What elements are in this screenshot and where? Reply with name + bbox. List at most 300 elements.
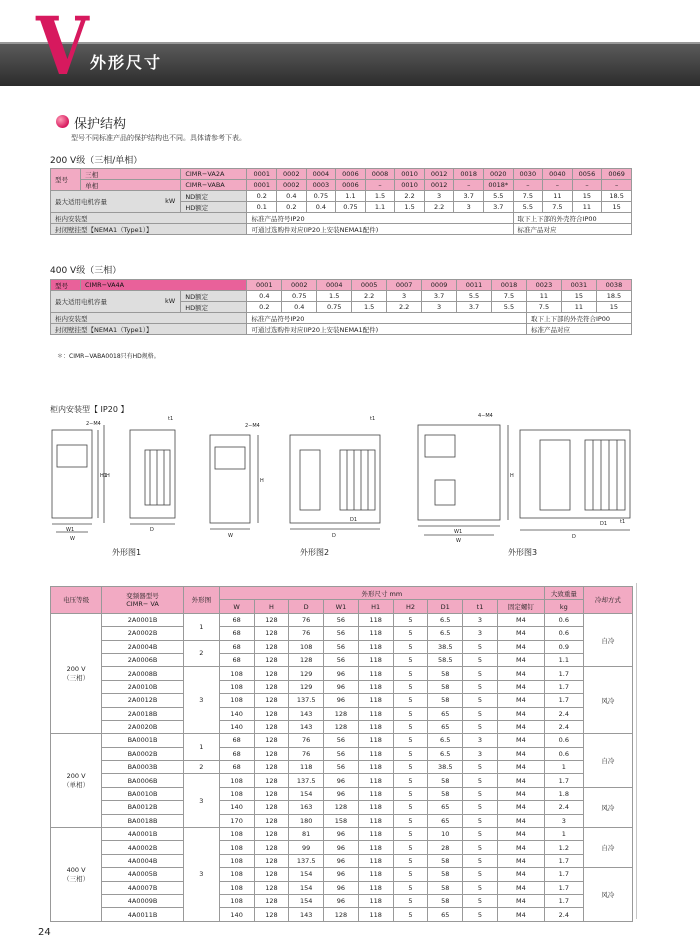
value-cell: 128	[254, 908, 289, 921]
value-cell: 128	[254, 814, 289, 827]
value-cell: 56	[324, 640, 359, 653]
page-title: 外形尺寸	[90, 53, 163, 72]
voltage-group: 400 V （三相）	[51, 828, 102, 922]
value-cell: 58	[428, 881, 463, 894]
value-cell: 118	[358, 787, 393, 800]
value-cell: 0.6	[544, 627, 583, 640]
value-cell: 108	[219, 774, 254, 787]
fig3-w-label: W	[456, 538, 461, 544]
value-cell: 118	[358, 640, 393, 653]
table-row	[51, 224, 632, 235]
value-cell: 128	[254, 627, 289, 640]
value-cell: 128	[254, 720, 289, 733]
value-cell: 5	[463, 653, 498, 666]
column-header: D1	[428, 600, 463, 613]
value-cell: 1.7	[544, 894, 583, 907]
table-row	[51, 747, 633, 760]
model-cell: BA0012B	[102, 801, 184, 814]
value-cell: 118	[289, 761, 324, 774]
bullet-icon	[56, 115, 69, 128]
value-cell: 128	[254, 787, 289, 800]
value-cell: 128	[254, 868, 289, 881]
value-cell: 140	[219, 908, 254, 921]
value-cell: 128	[254, 694, 289, 707]
fig1-h1-label: H1	[100, 473, 107, 479]
value-cell: 5	[393, 720, 428, 733]
enclosure-a: 可通过选购件对应(IP20上安装NEMA1配件)	[247, 324, 527, 335]
value-cell: 128	[254, 801, 289, 814]
value-cell: 68	[219, 627, 254, 640]
fig2-d-label: D	[332, 533, 336, 539]
figure-cell: 1	[183, 613, 219, 640]
value-cell: 81	[289, 828, 324, 841]
model-single: CIMR−VABA	[181, 180, 247, 191]
nd-label: ND额定	[181, 191, 247, 202]
model-cell: 2A0012B	[102, 694, 184, 707]
model-cell: 2A0010B	[102, 680, 184, 693]
nd-value: 3.7	[454, 191, 484, 202]
hd-value: 0.2	[247, 302, 282, 313]
model-cell: 2A0002B	[102, 627, 184, 640]
value-cell: 2.4	[544, 707, 583, 720]
model-cell: 2A0008B	[102, 667, 184, 680]
model-code: 0005	[352, 280, 387, 291]
fig3-front-view	[418, 425, 500, 520]
table-row	[51, 894, 633, 907]
value-cell: 108	[219, 680, 254, 693]
value-cell: 5	[463, 774, 498, 787]
value-cell: 5	[393, 814, 428, 827]
fig2-m-label: 2−M4	[245, 423, 260, 429]
fig3-side-view	[520, 430, 630, 518]
value-cell: 128	[324, 707, 359, 720]
value-cell: 96	[324, 881, 359, 894]
value-cell: M4	[497, 787, 544, 800]
value-cell: 118	[358, 747, 393, 760]
value-cell: 108	[219, 667, 254, 680]
value-cell: 5	[393, 801, 428, 814]
table-row	[51, 627, 633, 640]
header-weight: 大致重量	[544, 587, 583, 600]
value-cell: 3	[463, 747, 498, 760]
value-cell: 5	[463, 680, 498, 693]
fig3-m-label: 4−M4	[478, 413, 493, 419]
model-cell: BA0003B	[102, 761, 184, 774]
value-cell: 76	[289, 627, 324, 640]
value-cell: 163	[289, 801, 324, 814]
value-cell: 143	[289, 720, 324, 733]
value-cell: 140	[219, 801, 254, 814]
value-cell: 5	[393, 627, 428, 640]
table-200v-protection	[50, 168, 632, 235]
value-cell: M4	[497, 747, 544, 760]
fig1-d-label: D	[150, 527, 154, 533]
value-cell: 76	[289, 747, 324, 760]
value-cell: 5	[393, 653, 428, 666]
value-cell: 96	[324, 841, 359, 854]
hd-value: 0.4	[306, 202, 336, 213]
value-cell: 56	[324, 734, 359, 747]
cooling-cell: 自冷	[583, 734, 632, 788]
model-code: –	[572, 180, 602, 191]
value-cell: 128	[254, 841, 289, 854]
value-cell: 1.1	[544, 653, 583, 666]
hd-value: 11	[572, 202, 602, 213]
divider	[636, 583, 637, 919]
cabinet-b: 取下上下部的外壳符合IP00	[526, 313, 631, 324]
figure-cell: 2	[183, 761, 219, 774]
voltage-group: 200 V （三相）	[51, 613, 102, 734]
model-code: 0031	[561, 280, 596, 291]
model-code: 0011	[457, 280, 492, 291]
value-cell: 96	[324, 774, 359, 787]
value-cell: M4	[497, 908, 544, 921]
value-cell: 5	[393, 613, 428, 626]
value-cell: 118	[358, 627, 393, 640]
table-row	[51, 787, 633, 800]
nd-value: 0.75	[306, 191, 336, 202]
value-cell: 140	[219, 707, 254, 720]
value-cell: 1.7	[544, 680, 583, 693]
value-cell: 5	[463, 814, 498, 827]
value-cell: 0.6	[544, 734, 583, 747]
value-cell: 5	[393, 707, 428, 720]
fig2-w-label: W	[228, 533, 233, 539]
value-cell: 68	[219, 761, 254, 774]
model-code: 0009	[422, 280, 457, 291]
fig1-caption: 外形图1	[112, 548, 142, 557]
value-cell: 118	[358, 908, 393, 921]
hd-value: 0.1	[247, 202, 277, 213]
model-cell: BA0006B	[102, 774, 184, 787]
table-row	[51, 324, 632, 335]
table-row	[51, 667, 633, 680]
value-cell: 5	[463, 694, 498, 707]
value-cell: 143	[289, 908, 324, 921]
table-row	[51, 828, 633, 841]
column-header: 固定螺钉	[497, 600, 544, 613]
table-200v-caption: 200 V级（三相/单相）	[50, 156, 143, 166]
nd-value: 5.5	[457, 291, 492, 302]
value-cell: 170	[219, 814, 254, 827]
model-code: –	[365, 180, 395, 191]
value-cell: 118	[358, 868, 393, 881]
model-three: CIMR−VA2A	[181, 169, 247, 180]
value-cell: 5	[463, 761, 498, 774]
table-row	[51, 814, 633, 827]
nd-value: 0.4	[277, 191, 307, 202]
enclosure-a: 可通过选购件对应(IP20上安装NEMA1配件)	[247, 224, 513, 235]
nd-value: 5.5	[483, 191, 513, 202]
value-cell: 5	[393, 747, 428, 760]
value-cell: 6.5	[428, 613, 463, 626]
table-row	[51, 774, 633, 787]
table-row	[51, 854, 633, 867]
value-cell: 108	[219, 894, 254, 907]
table-400v-protection	[50, 279, 632, 335]
fig3-t1-label: t1	[620, 519, 626, 525]
value-cell: M4	[497, 640, 544, 653]
model-cell: BA0010B	[102, 787, 184, 800]
value-cell: M4	[497, 801, 544, 814]
table-row	[51, 169, 632, 180]
value-cell: 154	[289, 894, 324, 907]
model-cell: 4A0011B	[102, 908, 184, 921]
value-cell: M4	[497, 774, 544, 787]
value-cell: 65	[428, 908, 463, 921]
nd-label: ND额定	[181, 291, 247, 302]
value-cell: 6.5	[428, 627, 463, 640]
table-row	[51, 587, 633, 600]
nd-value: 2.2	[352, 291, 387, 302]
value-cell: 5	[393, 667, 428, 680]
table-row	[51, 291, 632, 302]
column-header: H2	[393, 600, 428, 613]
value-cell: 96	[324, 680, 359, 693]
value-cell: M4	[497, 868, 544, 881]
value-cell: 58.5	[428, 653, 463, 666]
table-row	[51, 640, 633, 653]
table-row	[51, 313, 632, 324]
table-row	[51, 191, 632, 202]
value-cell: 118	[358, 814, 393, 827]
column-header: H	[254, 600, 289, 613]
nd-value: 0.4	[247, 291, 282, 302]
value-cell: 1.8	[544, 787, 583, 800]
value-cell: 0.6	[544, 613, 583, 626]
footnote: ＊：CIMR−VABA0018只有HD规格。	[57, 353, 160, 360]
nd-value: 1.5	[365, 191, 395, 202]
header-model	[102, 587, 184, 614]
value-cell: 137.5	[289, 854, 324, 867]
table-row	[51, 734, 633, 747]
fig3-h-label: H	[510, 473, 514, 479]
value-cell: 140	[219, 720, 254, 733]
value-cell: 128	[254, 894, 289, 907]
hd-value: 15	[596, 302, 631, 313]
value-cell: 3	[544, 814, 583, 827]
cooling-cell: 风冷	[583, 787, 632, 827]
row-label-model: 型号	[51, 280, 81, 291]
figure-cell: 3	[183, 828, 219, 922]
motor-label	[51, 291, 181, 313]
table-row	[51, 213, 632, 224]
model-code: 0056	[572, 169, 602, 180]
value-cell: 58	[428, 787, 463, 800]
hd-value: 3.7	[483, 202, 513, 213]
model-cell: 2A0006B	[102, 653, 184, 666]
nd-value: 1.1	[336, 191, 366, 202]
cooling-cell: 风冷	[583, 868, 632, 922]
value-cell: 118	[358, 894, 393, 907]
column-header: t1	[463, 600, 498, 613]
model-code: 0038	[596, 280, 631, 291]
model-cell: 4A0004B	[102, 854, 184, 867]
value-cell: 154	[289, 881, 324, 894]
model-code: –	[454, 180, 484, 191]
value-cell: 5	[393, 680, 428, 693]
hd-value: 11	[561, 302, 596, 313]
value-cell: 128	[254, 761, 289, 774]
value-cell: 58	[428, 894, 463, 907]
value-cell: 118	[358, 680, 393, 693]
value-cell: 96	[324, 694, 359, 707]
motor-label	[51, 191, 181, 213]
fig1-t1-label: t1	[168, 416, 174, 422]
value-cell: 5	[393, 640, 428, 653]
value-cell: 1	[544, 761, 583, 774]
value-cell: 5	[393, 841, 428, 854]
value-cell: 68	[219, 613, 254, 626]
table-row	[51, 680, 633, 693]
model-code: 0018*	[483, 180, 513, 191]
table-400v-caption: 400 V级（三相）	[50, 266, 122, 276]
model-code: 0002	[277, 180, 307, 191]
nd-value: 15	[572, 191, 602, 202]
fig3-caption: 外形图3	[508, 548, 538, 557]
model-code: 0006	[336, 169, 366, 180]
value-cell: 6.5	[428, 734, 463, 747]
value-cell: M4	[497, 627, 544, 640]
model-code: 0008	[365, 169, 395, 180]
value-cell: 3	[463, 734, 498, 747]
value-cell: 158	[324, 814, 359, 827]
value-cell: 128	[324, 908, 359, 921]
value-cell: 118	[358, 828, 393, 841]
value-cell: 154	[289, 787, 324, 800]
value-cell: 108	[219, 841, 254, 854]
nd-value: 1.5	[317, 291, 352, 302]
model-code: 0001	[247, 180, 277, 191]
value-cell: 1.7	[544, 881, 583, 894]
value-cell: 96	[324, 854, 359, 867]
nd-value: 7.5	[513, 191, 543, 202]
column-header: H1	[358, 600, 393, 613]
value-cell: 58	[428, 680, 463, 693]
value-cell: 118	[358, 707, 393, 720]
hd-label: HD额定	[181, 302, 247, 313]
value-cell: 5	[393, 894, 428, 907]
value-cell: M4	[497, 653, 544, 666]
value-cell: 128	[254, 707, 289, 720]
fig1-w-label: W	[70, 536, 75, 542]
figure-cell: 3	[183, 667, 219, 734]
fig2-d1-label: D1	[350, 517, 358, 523]
table-row	[51, 720, 633, 733]
value-cell: 180	[289, 814, 324, 827]
value-cell: 5	[393, 694, 428, 707]
value-cell: 128	[324, 720, 359, 733]
value-cell: M4	[497, 841, 544, 854]
table-row	[51, 801, 633, 814]
model-cell: 2A0020B	[102, 720, 184, 733]
cooling-cell: 风冷	[583, 667, 632, 734]
value-cell: M4	[497, 854, 544, 867]
value-cell: 118	[358, 774, 393, 787]
value-cell: 1.7	[544, 667, 583, 680]
row-label-model: 型号	[51, 169, 81, 191]
model-code: 0023	[526, 280, 561, 291]
value-cell: 128	[254, 734, 289, 747]
value-cell: 65	[428, 814, 463, 827]
fig2-h-label: H	[260, 478, 264, 484]
value-cell: M4	[497, 680, 544, 693]
model-code: 0002	[277, 169, 307, 180]
table-row	[51, 881, 633, 894]
chapter-letter: V	[36, 0, 89, 93]
model-cell: 2A0018B	[102, 707, 184, 720]
model-code: 0010	[395, 169, 425, 180]
enclosure-b: 标准产品对应	[526, 324, 631, 335]
cooling-cell: 自冷	[583, 613, 632, 667]
value-cell: 5	[463, 640, 498, 653]
nd-value: 18.5	[596, 291, 631, 302]
nd-value: 18.5	[602, 191, 632, 202]
fig2-t1-label: t1	[370, 416, 376, 422]
model-code: 0006	[336, 180, 366, 191]
hd-value: 0.4	[282, 302, 317, 313]
value-cell: 58	[428, 774, 463, 787]
value-cell: 154	[289, 868, 324, 881]
value-cell: 5	[393, 828, 428, 841]
value-cell: M4	[497, 761, 544, 774]
value-cell: 3	[463, 627, 498, 640]
figure-cell: 1	[183, 734, 219, 761]
value-cell: 58	[428, 854, 463, 867]
model-code: 0018	[492, 280, 527, 291]
value-cell: 58	[428, 694, 463, 707]
value-cell: 56	[324, 627, 359, 640]
enclosure-label: 封闭壁挂型【NEMA1（Type1）】	[51, 224, 247, 235]
value-cell: 2.4	[544, 801, 583, 814]
value-cell: M4	[497, 814, 544, 827]
dimension-drawings	[0, 395, 700, 565]
header-figure: 外形图	[183, 587, 219, 614]
model-cell: 4A0009B	[102, 894, 184, 907]
dimension-table	[50, 586, 633, 922]
value-cell: 5	[393, 908, 428, 921]
hd-value: 7.5	[543, 202, 573, 213]
fig1-front-view	[52, 430, 92, 518]
value-cell: 108	[219, 694, 254, 707]
value-cell: 5	[393, 881, 428, 894]
section-note: 型号不同标准产品的保护结构也不同。具体请参考下表。	[71, 134, 246, 142]
value-cell: 118	[358, 734, 393, 747]
header-model-line2: CIMR− VA	[126, 600, 159, 609]
value-cell: 65	[428, 707, 463, 720]
value-cell: 5	[393, 787, 428, 800]
value-cell: 143	[289, 707, 324, 720]
value-cell: 118	[358, 761, 393, 774]
value-cell: 68	[219, 734, 254, 747]
nd-value: 2.2	[395, 191, 425, 202]
value-cell: 0.9	[544, 640, 583, 653]
hd-value: 0.75	[317, 302, 352, 313]
value-cell: 56	[324, 747, 359, 760]
fig2-front-view	[210, 435, 250, 523]
model-code: –	[543, 180, 573, 191]
value-cell: 5	[393, 774, 428, 787]
model-cell: 4A0005B	[102, 868, 184, 881]
nd-value: 3.7	[422, 291, 457, 302]
fig3-d1-label: D1	[600, 521, 608, 527]
model-code: –	[602, 180, 632, 191]
value-cell: 128	[254, 653, 289, 666]
nd-value: 0.2	[247, 191, 277, 202]
hd-value: 5.5	[513, 202, 543, 213]
value-cell: 118	[358, 653, 393, 666]
model-code: –	[513, 180, 543, 191]
